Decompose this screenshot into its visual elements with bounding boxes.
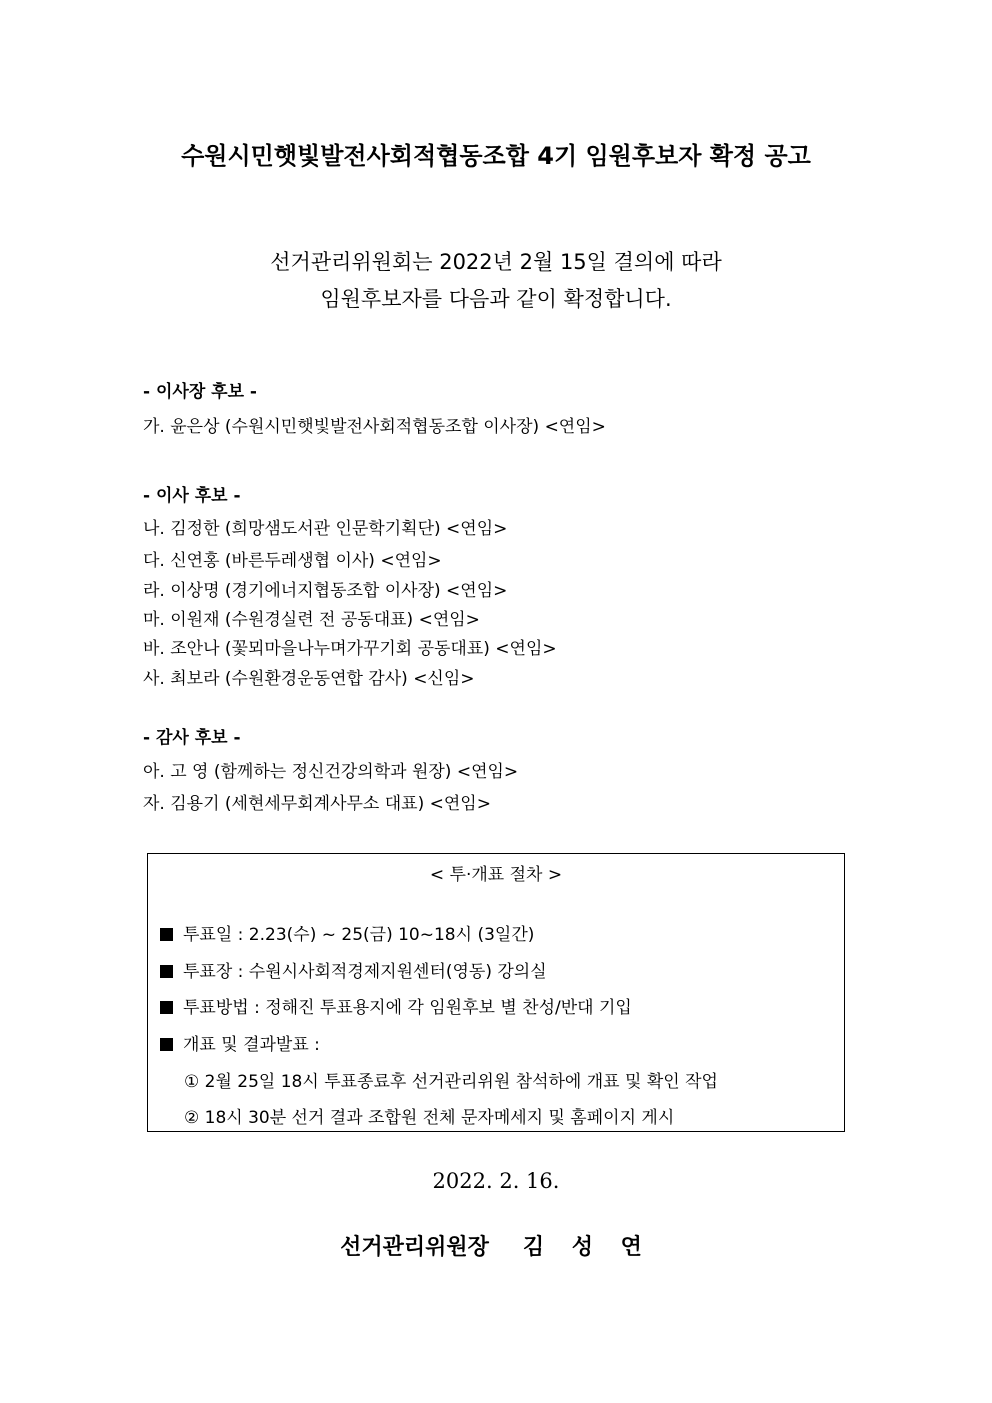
director-candidate-item: 바. 조안나 (꽃뫼마을나누며가꾸기회 공동대표) <연임> xyxy=(143,639,557,659)
director-section-heading: - 이사 후보 - xyxy=(143,486,241,506)
procedure-item-text: 투표일 : 2.23(수) ~ 25(금) 10~18시 (3일간) xyxy=(183,925,535,945)
procedure-sub-item: ① 2월 25일 18시 투표종료후 선거관리위원 참석하에 개표 및 확인 작업 xyxy=(184,1072,718,1092)
director-candidate-item: 사. 최보라 (수원환경운동연합 감사) <신임> xyxy=(143,669,475,689)
signature xyxy=(0,1230,992,1261)
procedure-item-text: 개표 및 결과발표 : xyxy=(183,1035,320,1055)
square-bullet-icon xyxy=(160,928,173,941)
document-title: 수원시민햇빛발전사회적협동조합 4기 임원후보자 확정 공고 xyxy=(181,142,811,170)
procedure-item xyxy=(160,957,547,982)
procedure-item xyxy=(160,1030,320,1055)
chair-candidate-item: 가. 윤은상 (수원시민햇빛발전사회적협동조합 이사장) <연임> xyxy=(143,417,606,437)
procedure-item-text: 투표장 : 수원시사회적경제지원센터(영동) 강의실 xyxy=(183,962,547,982)
procedure-item xyxy=(160,993,632,1018)
director-candidate-item: 라. 이상명 (경기에너지협동조합 이사장) <연임> xyxy=(143,581,508,601)
signature-role: 선거관리위원장 xyxy=(340,1235,489,1260)
procedure-item-text: 투표방법 : 정해진 투표용지에 각 임원후보 별 찬성/반대 기입 xyxy=(183,998,632,1018)
director-candidate-item: 마. 이원재 (수원경실련 전 공동대표) <연임> xyxy=(143,610,480,630)
auditor-candidate-item: 자. 김용기 (세현세무회계사무소 대표) <연임> xyxy=(143,794,491,814)
chair-section-heading: - 이사장 후보 - xyxy=(143,382,257,402)
director-candidate-item: 다. 신연홍 (바른두레생협 이사) <연임> xyxy=(143,551,442,571)
procedure-sub-item: ② 18시 30분 선거 결과 조합원 전체 문자메세지 및 홈페이지 게시 xyxy=(184,1108,675,1128)
auditor-candidate-item: 아. 고 영 (함께하는 정신건강의학과 원장) <연임> xyxy=(143,762,519,782)
intro-line-2: 임원후보자를 다음과 같이 확정합니다. xyxy=(320,287,672,311)
procedure-title: < 투·개표 절차 > xyxy=(429,865,563,885)
square-bullet-icon xyxy=(160,1038,173,1051)
intro-line-1: 선거관리위원회는 2022년 2월 15일 결의에 따라 xyxy=(270,250,722,274)
auditor-section-heading: - 감사 후보 - xyxy=(143,728,241,748)
procedure-item xyxy=(160,920,534,945)
square-bullet-icon xyxy=(160,1001,173,1014)
director-candidate-item: 나. 김정한 (희망샘도서관 인문학기획단) <연임> xyxy=(143,519,508,539)
document-date: 2022. 2. 16. xyxy=(432,1169,560,1193)
square-bullet-icon xyxy=(160,965,173,978)
signature-name: 김 성 연 xyxy=(522,1235,652,1260)
